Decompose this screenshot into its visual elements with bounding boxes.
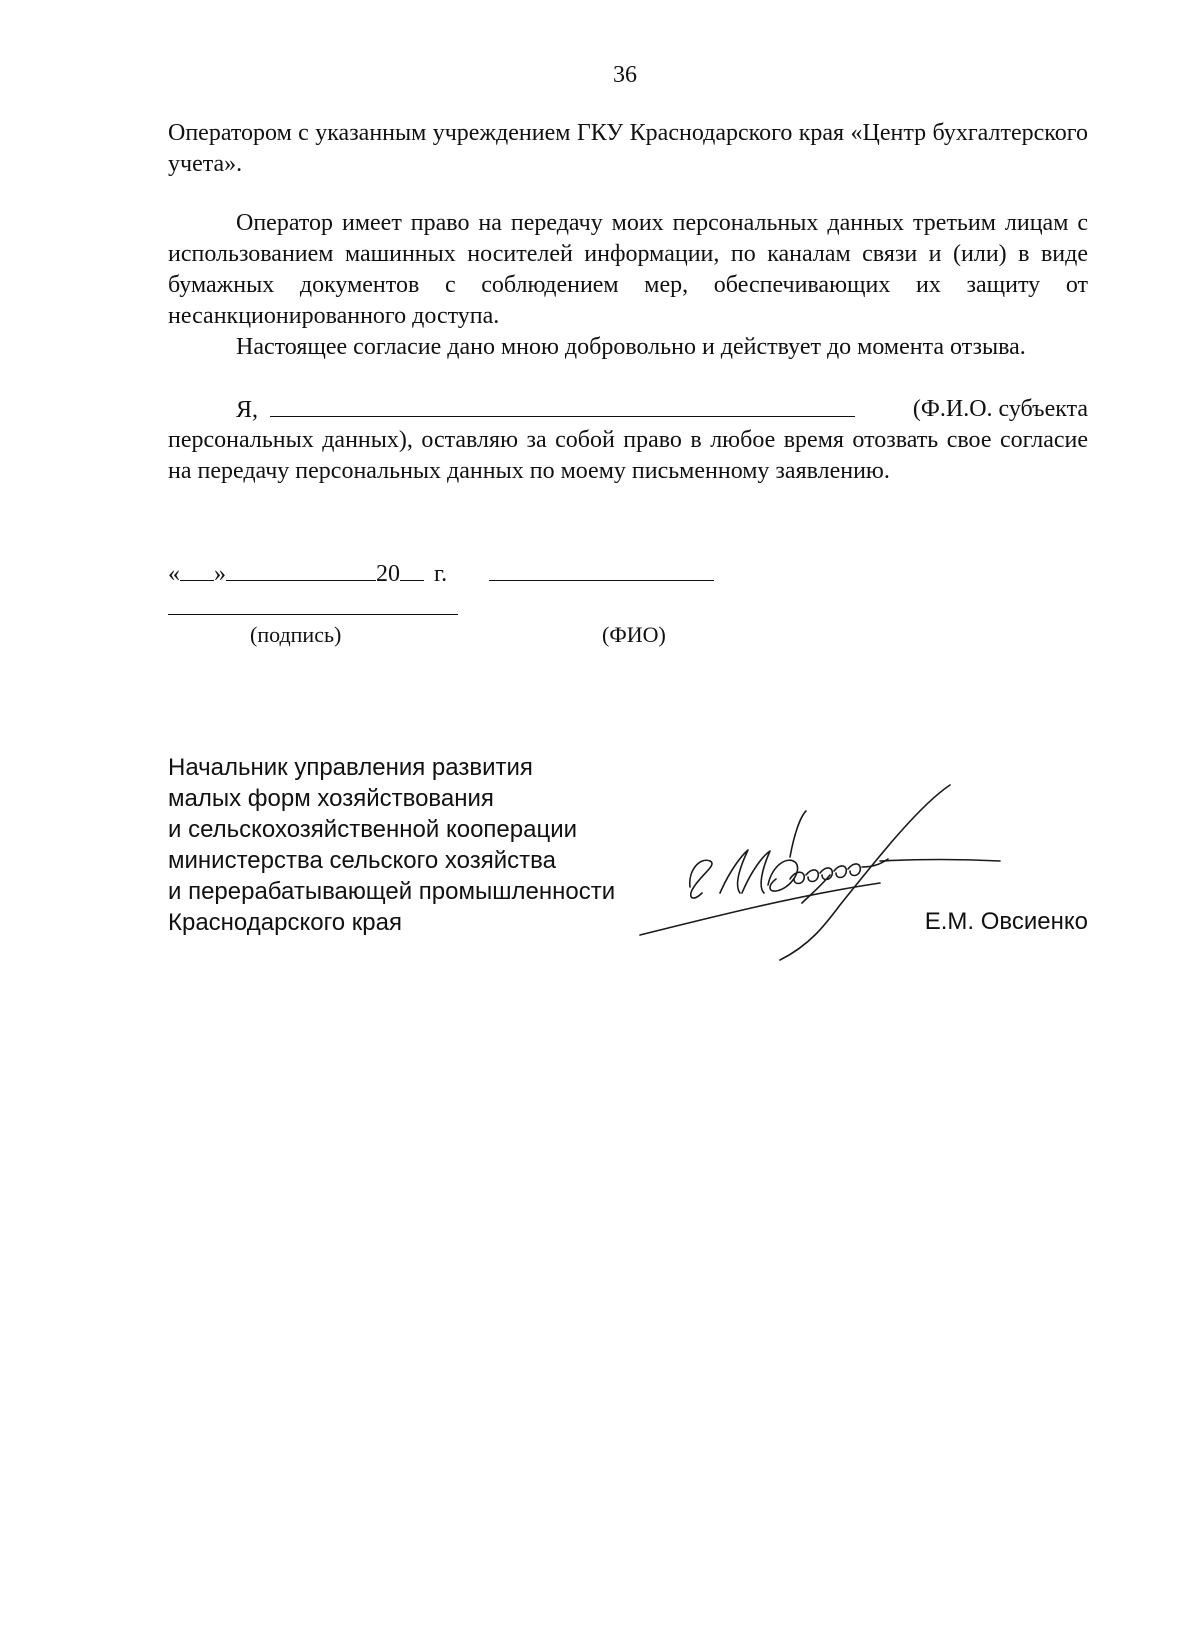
year-blank[interactable]: [400, 558, 424, 581]
date-close-quote: »: [214, 561, 226, 587]
signatory-title-line: министерства сельского хозяйства: [168, 847, 556, 874]
subject-name-line: [168, 394, 1088, 426]
paragraph-voluntary-consent: Настоящее согласие дано мною добровольно и действует до момента отзыва.: [236, 334, 1026, 360]
signatory-title-line: и сельскохозяйственной кооперации: [168, 816, 578, 843]
paragraph-transfer-rights: Оператор имеет право на передачу моих персональных данных третьим лицам с использованием машинных носителей информации, по каналам связи и (или) в виде бумажных документов с соблюдением мер, обеспечивающих их защиту от несанкционированного доступа.: [168, 210, 1088, 329]
signature-caption: (подпись): [250, 622, 342, 647]
signatory-title: [168, 752, 615, 938]
year-prefix: 20: [376, 561, 400, 587]
signatory-title-line: Краснодарского края: [168, 909, 402, 936]
page-number: 36: [613, 62, 637, 88]
month-blank[interactable]: [226, 558, 376, 581]
fio-caption: (ФИО): [602, 622, 666, 647]
paragraph-withdraw-consent: персональных данных), оставляю за собой право в любое время отозвать свое согласие на передачу персональных данных по моему письменному заявлению.: [168, 427, 1088, 484]
subject-pronoun: Я,: [236, 397, 259, 423]
paragraph-operator-continuation: Оператором с указанным учреждением ГКУ Краснодарского края «Центр бухгалтерского учета».: [168, 120, 1088, 177]
signatory-title-line: малых форм хозяйствования: [168, 785, 494, 812]
date-open-quote: «: [168, 561, 180, 587]
handwritten-signature: [630, 775, 1030, 965]
subject-name-label: (Ф.И.О. субъекта: [912, 396, 1088, 422]
day-blank[interactable]: [180, 558, 214, 581]
subject-name-blank[interactable]: [270, 394, 855, 417]
signatory-name: Е.М. Овсиенко: [924, 908, 1088, 935]
signature-blank[interactable]: [168, 592, 458, 615]
date-line: [168, 558, 1088, 590]
signatory-title-line: и перерабатывающей промышленности: [168, 878, 616, 905]
fio-blank[interactable]: [489, 558, 714, 581]
signatory-title-line: Начальник управления развития: [168, 754, 533, 781]
year-suffix: г.: [434, 561, 448, 587]
